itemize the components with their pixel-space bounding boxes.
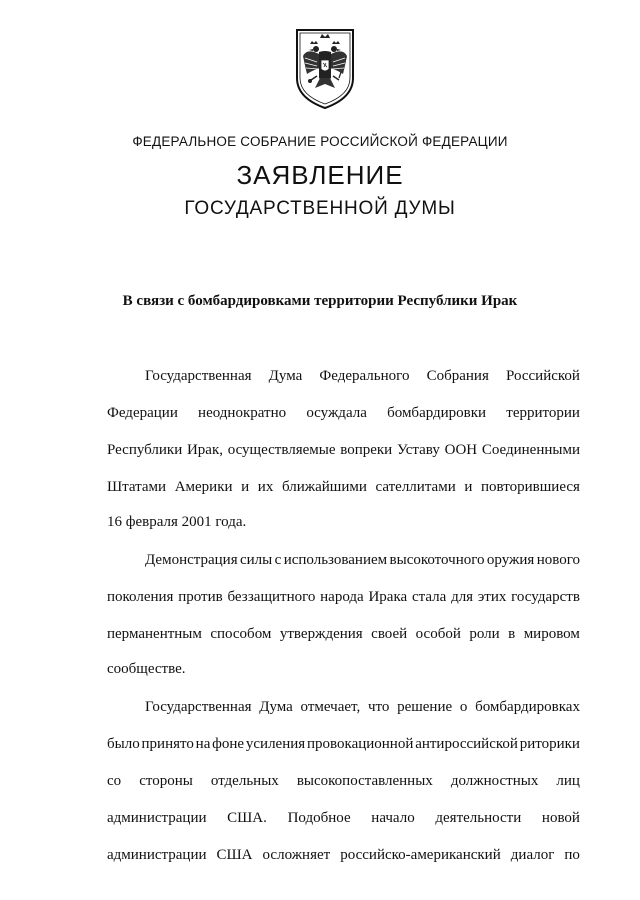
body-word: США <box>216 847 253 863</box>
body-word: осуждала <box>306 405 367 421</box>
body-word: неоднократно <box>198 405 287 421</box>
body-word: со <box>107 773 122 789</box>
body-word: Государственная <box>145 368 252 384</box>
body-word: бомбардировки <box>387 405 487 421</box>
body-word: использованием <box>283 552 388 568</box>
body-word: сателлитами <box>375 479 456 495</box>
body-word: администрации <box>107 810 207 826</box>
body-text-line <box>145 550 580 570</box>
body-word: что <box>367 699 390 715</box>
body-word: провокационной <box>307 736 414 752</box>
body-word: перманентным <box>107 626 202 642</box>
body-word: Соединенными <box>481 442 580 458</box>
body-word: вопреки <box>340 442 393 458</box>
statement-heading: В связи с бомбардировками территории Республики Ирак <box>122 293 518 309</box>
document-title: ЗАЯВЛЕНИЕ <box>236 160 404 190</box>
body-word: высокопоставленных <box>296 773 433 789</box>
body-text-line <box>107 734 580 754</box>
body-text-line <box>145 366 580 386</box>
body-word: Ирак, <box>186 442 223 458</box>
body-word: российско-американский <box>340 847 501 863</box>
body-word: Штатами <box>107 479 167 495</box>
body-word: риторики <box>519 736 580 752</box>
body-word: своей <box>371 626 408 642</box>
body-word: территории <box>506 405 580 421</box>
body-text-line <box>107 624 580 644</box>
body-word: оружия <box>486 552 535 568</box>
body-text-line <box>145 697 580 717</box>
body-word: этих <box>477 589 507 605</box>
body-word: принято <box>141 736 194 752</box>
body-word: отмечает, <box>300 699 361 715</box>
body-text-line <box>107 440 580 460</box>
body-word: отдельных <box>210 773 279 789</box>
body-word: усиления <box>245 736 306 752</box>
body-word: по <box>564 847 580 863</box>
body-word: и <box>464 479 473 495</box>
body-text-line <box>107 403 580 423</box>
body-word: Дума <box>259 699 293 715</box>
body-word: для <box>451 589 474 605</box>
body-text-line <box>107 477 580 497</box>
body-word: Дума <box>268 368 303 384</box>
body-word: утверждения <box>279 626 363 642</box>
body-word: поколения <box>107 589 174 605</box>
body-word: Республики <box>107 442 183 458</box>
body-word: решение <box>397 699 453 715</box>
body-word: осложняет <box>262 847 331 863</box>
body-word: беззащитного <box>227 589 316 605</box>
body-word: Собрания <box>426 368 489 384</box>
body-word: Российской <box>506 368 580 384</box>
body-word: Америки <box>174 479 233 495</box>
body-word: стала <box>411 589 447 605</box>
body-word: роли <box>469 626 500 642</box>
body-word: новой <box>541 810 580 826</box>
document-subtitle: ГОСУДАРСТВЕННОЙ ДУМЫ <box>184 198 456 219</box>
body-word: и <box>241 479 250 495</box>
body-word: способом <box>210 626 272 642</box>
assembly-name: ФЕДЕРАЛЬНОЕ СОБРАНИЕ РОССИЙСКОЙ ФЕДЕРАЦИИ <box>132 134 508 149</box>
body-text-line: 16 февраля 2001 года. <box>107 514 247 530</box>
body-word: Ирака <box>368 589 408 605</box>
body-word: нового <box>536 552 580 568</box>
body-word: повторившиеся <box>481 479 580 495</box>
body-word: деятельности <box>435 810 522 826</box>
body-word: фоне <box>212 736 245 752</box>
body-word: диалог <box>510 847 555 863</box>
body-text-line: сообществе. <box>107 661 186 677</box>
body-word: стороны <box>139 773 193 789</box>
body-text-line <box>107 808 580 828</box>
body-text-line <box>107 845 580 865</box>
body-text-line <box>107 771 580 791</box>
body-word: осуществляемые <box>227 442 336 458</box>
body-word: в <box>508 626 516 642</box>
body-word: на <box>195 736 211 752</box>
coat-of-arms-emblem-icon <box>293 26 357 110</box>
body-word: США. <box>227 810 267 826</box>
body-word: против <box>178 589 223 605</box>
body-word: начало <box>371 810 415 826</box>
body-word: Федерации <box>107 405 178 421</box>
body-word: мировом <box>523 626 580 642</box>
body-word: особой <box>415 626 461 642</box>
body-word: было <box>107 736 140 752</box>
body-word: с <box>274 552 282 568</box>
body-word: силы <box>240 552 273 568</box>
body-word: Федерального <box>319 368 410 384</box>
body-word: ООН <box>444 442 478 458</box>
body-word: Государственная <box>145 699 252 715</box>
body-word: Демонстрация <box>145 552 238 568</box>
body-word: Уставу <box>396 442 440 458</box>
body-word: о <box>459 699 468 715</box>
body-word: ближайшими <box>281 479 367 495</box>
body-word: государств <box>511 589 580 605</box>
body-word: их <box>257 479 274 495</box>
body-word: народа <box>320 589 364 605</box>
body-text-line <box>107 587 580 607</box>
body-word: лиц <box>556 773 580 789</box>
body-word: Подобное <box>287 810 351 826</box>
body-word: антироссийской <box>415 736 518 752</box>
body-word: высокоточного <box>389 552 485 568</box>
body-word: бомбардировках <box>475 699 580 715</box>
body-word: должностных <box>450 773 539 789</box>
body-word: администрации <box>107 847 207 863</box>
